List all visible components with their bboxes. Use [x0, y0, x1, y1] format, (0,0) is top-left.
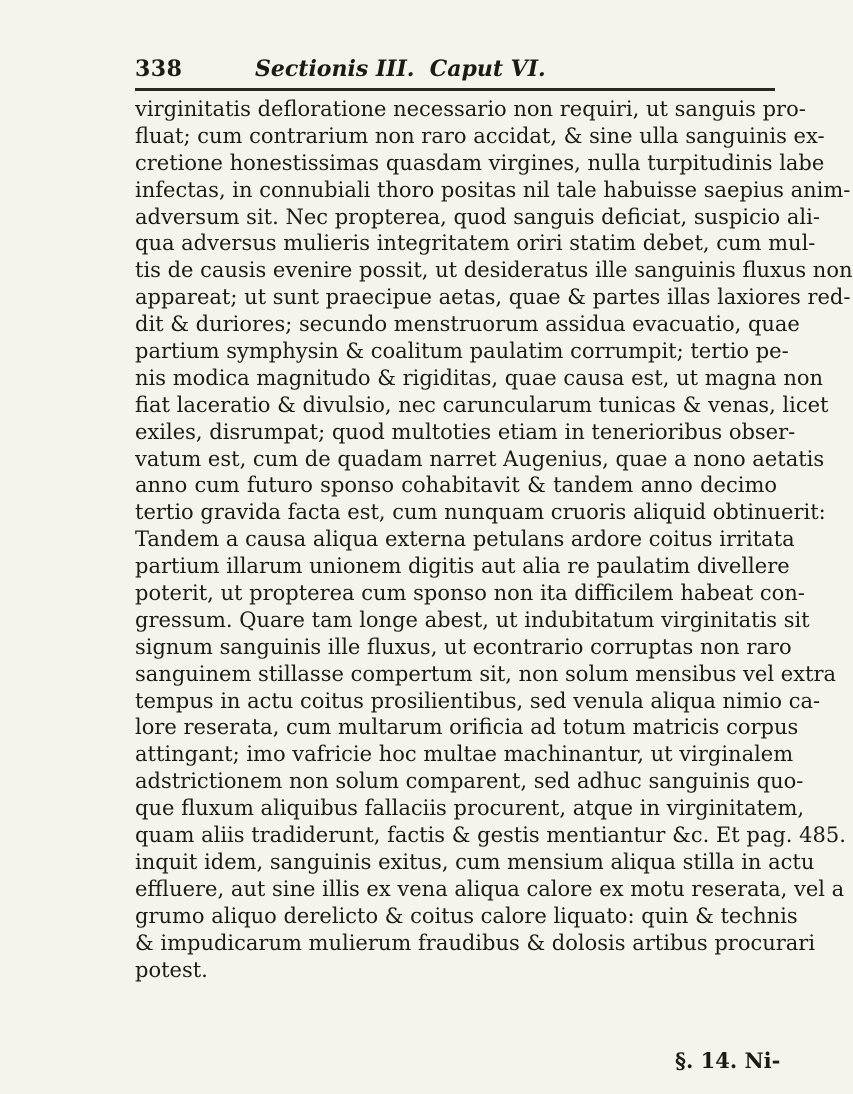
text-line: cretione honestissimas quasdam virgines, nulla turpitudinis labe — [135, 150, 825, 175]
text-line: exiles, disrumpat; quod multoties etiam in tenerioribus obser- — [135, 419, 796, 444]
running-head: Sectionis III. Caput VI. — [255, 56, 546, 82]
text-line: adstrictionem non solum comparent, sed adhuc sanguinis quo- — [135, 769, 804, 794]
text-line: infectas, in connubiali thoro positas nil tale habuisse saepius anim- — [135, 177, 851, 202]
text-line: inquit idem, sanguinis exitus, cum mensium aliqua stilla in actu — [135, 849, 815, 874]
text-line: vatum est, cum de quadam narret Augenius, quae a nono aetatis — [135, 446, 825, 471]
text-line: effluere, aut sine illis ex vena aliqua calore ex motu reserata, vel a — [135, 876, 845, 901]
text-line: qua adversus mulieris integritatem oriri statim debet, cum mul- — [135, 231, 816, 256]
text-line-final: potest. — [135, 957, 208, 982]
text-line: appareat; ut sunt praecipue aetas, quae & partes illas laxiores red- — [135, 285, 851, 310]
text-line: grumo aliquo derelicto & coitus calore liquato: quin & technis — [135, 903, 798, 928]
text-line: signum sanguinis ille fluxus, ut econtrario corruptas non raro — [135, 634, 792, 659]
text-line: lore reserata, cum multarum orificia ad totum matricis corpus — [135, 715, 799, 740]
text-line: poterit, ut propterea cum sponso non ita difficilem habeat con- — [135, 581, 805, 606]
text-line: dit & duriores; secundo menstruorum assidua evacuatio, quae — [135, 312, 800, 337]
text-line: attingant; imo vafricie hoc multae machinantur, ut virginalem — [135, 742, 794, 767]
page-number: 338 — [135, 56, 183, 82]
text-line: fiat laceratio & divulsio, nec caruncularum tunicas & venas, licet — [135, 392, 829, 417]
text-line: que fluxum aliquibus fallaciis procurent, atque in virginitatem, — [135, 796, 805, 821]
body-text — [135, 96, 853, 983]
text-line: gressum. Quare tam longe abest, ut indubitatum virginitatis sit — [135, 607, 810, 632]
text-line: adversum sit. Nec propterea, quod sanguis deficiat, suspicio ali- — [135, 204, 820, 229]
text-line: sanguinem stillasse compertum sit, non solum mensibus vel extra — [135, 661, 836, 686]
page-header — [135, 56, 775, 90]
header-rule — [135, 88, 775, 91]
text-line: quam aliis tradiderunt, factis & gestis mentiantur &c. Et pag. 485. — [135, 823, 846, 848]
text-line: tertio gravida facta est, cum nunquam cruoris aliquid obtinuerit: — [135, 500, 826, 525]
text-line: & impudicarum mulierum fraudibus & dolosis artibus procurari — [135, 930, 816, 955]
text-line: Tandem a causa aliqua externa petulans ardore coitus irritata — [135, 527, 795, 552]
text-line: tis de causis evenire possit, ut desideratus ille sanguinis fluxus non — [135, 258, 853, 283]
text-line: partium symphysin & coalitum paulatim corrumpit; tertio pe- — [135, 339, 789, 364]
text-line: nis modica magnitudo & rigiditas, quae causa est, ut magna non — [135, 365, 824, 390]
text-line: partium illarum unionem digitis aut alia re paulatim divellere — [135, 554, 790, 579]
text-line: fluat; cum contrarium non raro accidat, & sine ulla sanguinis ex- — [135, 123, 825, 148]
text-line: tempus in actu coitus prosilientibus, sed venula aliqua nimio ca- — [135, 688, 821, 713]
text-line: virginitatis defloratione necessario non requiri, ut sanguis pro- — [135, 97, 806, 121]
catchword: §. 14. Ni- — [675, 1048, 781, 1073]
text-line: anno cum futuro sponso cohabitavit & tandem anno decimo — [135, 473, 777, 498]
